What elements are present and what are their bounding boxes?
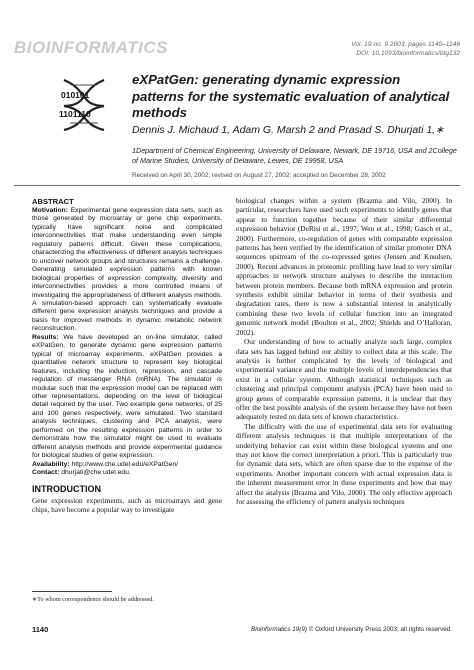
page-number: 1140 <box>32 625 49 634</box>
abstract-results <box>32 334 222 461</box>
journal-reference: Bioinformatics 19(9) <box>251 626 308 633</box>
results-text: We have developed an on-line simulator, called eXPatGen, to generate dynamic gene expression patterns typical of microarray experiments. eXPatGen provides a quantitative network structure to represent key biological features, including the induction, repression, and cascade regulation of messenger RNA (mRNA). The simulator is modular such that the expression model can be replaced with other representations, depending on the level of biological detail required by the user. Two example gene networks, of 25 and 100 genes respectively, were simulated. Two standard analysis techniques, clustering and PCA analysis, were performed on the resulting expression patterns in order to demonstrate how the simulator might be used to evaluate different analysis methods and provide experimental guidance for biological studies of gene expression. <box>32 333 222 460</box>
journal-name: BIOINFORMATICS <box>14 38 169 57</box>
volume-line: Vol. 19 no. 9 2003, pages 1140–1146 <box>351 41 460 48</box>
intro-paragraph-3: The difficulty with the use of experimental data sets for evaluating different analysis techniques is that multiple interpretations of the underlying behavior can exist within these biological systems and one may not know the correct interpretation a priori. This is particularly true for dynamic data sets, which are often sparse due to the expense of the experiments. Another important concern with actual expression data is the inherent measurement error in these experiments and how that may affect the analysis (Brazma and Vilo, 2000). The only effective approach for assessing the efficiency of pattern analysis techniques <box>236 421 452 506</box>
contact-label: Contact: <box>32 469 60 477</box>
author-list: Dennis J. Michaud 1, Adam G. Marsh 2 and Prasad S. Dhurjati 1,∗ <box>132 124 444 136</box>
abstract-motivation <box>32 207 222 334</box>
motivation-label: Motivation: <box>32 207 68 214</box>
introduction-paragraph: Gene expression experiments, such as microarrays and gene chips, have become a popular way to investigate <box>32 495 222 514</box>
dna-binary-logo-icon <box>58 76 110 134</box>
logo-top-digits: 010101 <box>61 90 90 100</box>
correspondence-footnote: ∗To whom correspondence should be addressed. <box>32 596 154 603</box>
intro-paragraph-2: Our understanding of how to actually analyze such large, complex data sets has lagged behind our ability to collect data at this scale. The analysis is further complicated by the levels of biological and experimental variance and the multiple levels of interdependencies that exist in a cellular system. Although statistical techniques such as clustering and principal component analysis (PCA) have been used to group genes of comparable expression patterns, it is unclear that they offer the best possible analysis of the system because they have not been adequately tested on data sets of known characteristics. <box>236 337 452 422</box>
logo-bottom-digits: 1101110 <box>59 109 91 119</box>
motivation-text: Experimental gene expression data sets, such as those generated by microarray or gene chip experiments, typically have significant noise and complicated interconnectivities that make understanding even simple regulatory patterns difficult. Given these complications, characterizing the effectiveness of different analysis techniques to uncover network groups and structures remains a challenge. Generating simulated expression patterns with known biological properties of expression complexity, diversity and interconnectivities provides a more controlled means of investigating the appropriateness of different analysis methods. A simulation-based approach can systematically evaluate different gene expression analysis techniques and provide a basis for improved methods in dynamic metabolic network reconstruction. <box>32 207 222 333</box>
left-column <box>32 197 222 514</box>
article-title: eXPatGen: generating dynamic expression patterns for the systematic evaluation of analytical methods <box>132 72 450 120</box>
abstract-contact <box>32 469 222 477</box>
abstract-heading: ABSTRACT <box>32 197 74 206</box>
results-label: Results: <box>32 333 59 341</box>
introduction-heading: INTRODUCTION <box>32 483 101 494</box>
header-divider <box>14 185 460 186</box>
copyright-text: © Oxford University Press 2003; all rights reserved. <box>307 626 452 633</box>
right-column <box>236 196 452 506</box>
availability-link[interactable]: http://www.che.udel.edu/eXPatGen/ <box>71 460 179 468</box>
availability-label: Availability: <box>32 460 70 468</box>
contact-email[interactable]: dhurjati@che.udel.edu. <box>61 469 131 477</box>
abstract-availability <box>32 461 222 469</box>
received-dates: Received on April 30, 2002; revised on August 27, 2002; accepted on December 28, 2002 <box>132 172 386 179</box>
affiliations: 1Department of Chemical Engineering, University of Delaware, Newark, DE 19716, USA and 2College of Marine Studies, University of Delaware, Lewes, DE 19958, USA <box>132 146 457 165</box>
copyright-line <box>251 626 452 633</box>
intro-paragraph-continued: biological changes within a system (Brazma and Vilo, 2000). In particular, researchers have used such experiments to identify genes that appear to function together because of their similar differential expression behavior (DeRisi et al., 1997; Wen et al., 1998; Gasch et al., 2000). Furthermore, co-regulation of genes with comparable expression patterns has been verified by the identification of similar promoter DNA sequences upstream of the co-expressed genes (Jensen and Knudsen, 2000). Recent advances in proteomic profiling have lead to very similar approaches in network structure analyses to describe the interaction between protein members. Because both mRNA expression and protein synthesis exhibit similar behavior in terms of their synthesis and degradation rates, there is now a substantial interest in analytically combining these two levels of cellular function into an integrated genomic network model (Boulton et al., 2002; Shields and O’Halloran, 2002). <box>236 196 452 337</box>
issue-info <box>351 40 460 58</box>
footnote-rule <box>32 591 112 592</box>
doi-line: DOI: 10.1093/bioinformatics/btg132 <box>356 50 460 57</box>
